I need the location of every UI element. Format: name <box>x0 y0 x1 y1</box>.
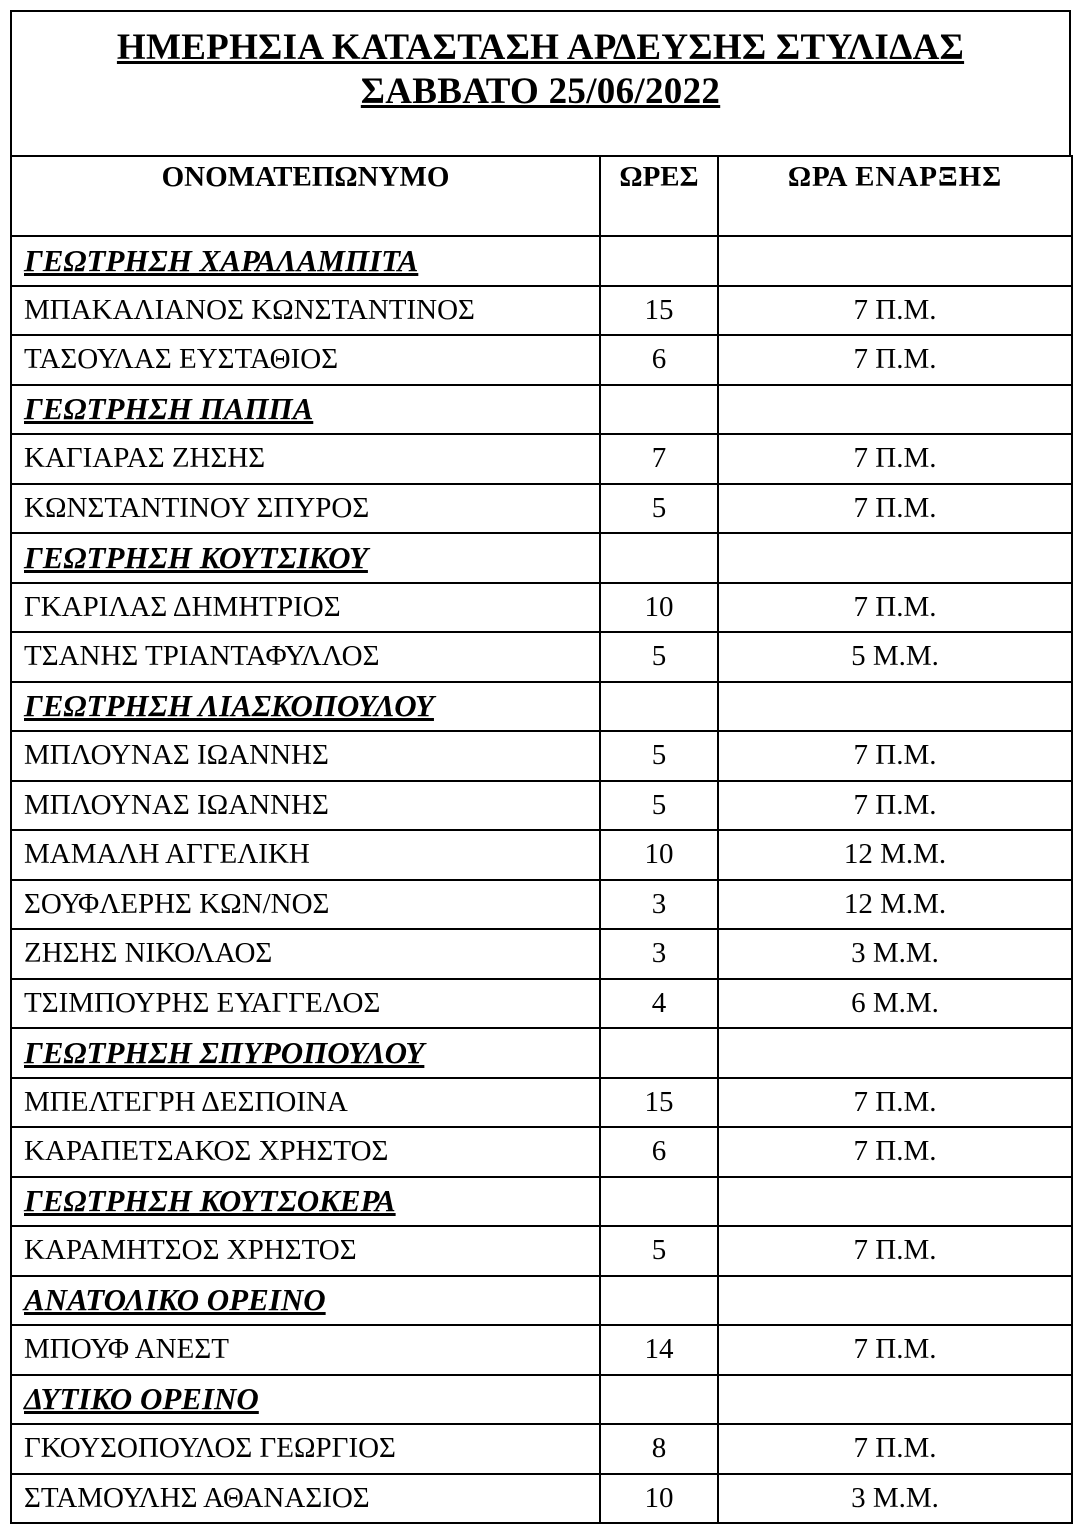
start-time-value: 5 Μ.Μ. <box>718 632 1072 682</box>
empty-cell <box>718 1276 1072 1326</box>
group-name: ΓΕΩΤΡΗΣΗ ΚΟΥΤΣΟΚΕΡΑ <box>11 1177 600 1227</box>
person-name: ΖΗΣΗΣ ΝΙΚΟΛΑΟΣ <box>11 929 600 979</box>
empty-cell <box>718 1028 1072 1078</box>
group-name: ΓΕΩΤΡΗΣΗ ΠΑΠΠΑ <box>11 385 600 435</box>
empty-cell <box>718 533 1072 583</box>
group-header-row <box>11 1276 1072 1326</box>
table-row <box>11 1078 1072 1128</box>
group-name: ΓΕΩΤΡΗΣΗ ΚΟΥΤΣΙΚΟΥ <box>11 533 600 583</box>
empty-cell <box>600 385 718 435</box>
start-time-value: 7 Π.Μ. <box>718 583 1072 633</box>
person-name: ΜΠΕΛΤΕΓΡΗ ΔΕΣΠΟΙΝΑ <box>11 1078 600 1128</box>
hours-value: 6 <box>600 1127 718 1177</box>
group-header-row <box>11 1177 1072 1227</box>
hours-value: 5 <box>600 1226 718 1276</box>
start-time-value: 7 Π.Μ. <box>718 286 1072 336</box>
start-time-value: 7 Π.Μ. <box>718 434 1072 484</box>
empty-cell <box>600 682 718 732</box>
hours-value: 3 <box>600 929 718 979</box>
table-row <box>11 979 1072 1029</box>
group-name: ΓΕΩΤΡΗΣΗ ΧΑΡΑΛΑΜΠΙΤΑ <box>11 236 600 286</box>
group-name: ΔΥΤΙΚΟ ΟΡΕΙΝΟ <box>11 1375 600 1425</box>
group-header-row <box>11 682 1072 732</box>
empty-cell <box>600 1028 718 1078</box>
person-name: ΤΣΙΜΠΟΥΡΗΣ ΕΥΑΓΓΕΛΟΣ <box>11 979 600 1029</box>
group-header-row <box>11 1375 1072 1425</box>
table-row <box>11 1226 1072 1276</box>
person-name: ΜΠΑΚΑΛΙΑΝΟΣ ΚΩΝΣΤΑΝΤΙΝΟΣ <box>11 286 600 336</box>
table-row <box>11 880 1072 930</box>
empty-cell <box>718 682 1072 732</box>
hours-value: 4 <box>600 979 718 1029</box>
person-name: ΣΟΥΦΛΕΡΗΣ ΚΩΝ/ΝΟΣ <box>11 880 600 930</box>
person-name: ΜΠΟΥΦ ΑΝΕΣΤ <box>11 1325 600 1375</box>
hours-value: 5 <box>600 484 718 534</box>
person-name: ΚΑΡΑΠΕΤΣΑΚΟΣ ΧΡΗΣΤΟΣ <box>11 1127 600 1177</box>
start-time-value: 7 Π.Μ. <box>718 1078 1072 1128</box>
hours-value: 10 <box>600 1474 718 1524</box>
empty-cell <box>600 1375 718 1425</box>
hours-value: 8 <box>600 1424 718 1474</box>
group-header-row <box>11 1028 1072 1078</box>
group-header-row <box>11 236 1072 286</box>
group-name: ΓΕΩΤΡΗΣΗ ΣΠΥΡΟΠΟΥΛΟΥ <box>11 1028 600 1078</box>
hours-value: 3 <box>600 880 718 930</box>
table-row <box>11 1474 1072 1524</box>
report-title: ΗΜΕΡΗΣΙΑ ΚΑΤΑΣΤΑΣΗ ΑΡΔΕΥΣΗΣ ΣΤΥΛΙΔΑΣ <box>116 27 965 68</box>
group-header-row <box>11 533 1072 583</box>
table-row <box>11 1424 1072 1474</box>
person-name: ΤΑΣΟΥΛΑΣ ΕΥΣΤΑΘΙΟΣ <box>11 335 600 385</box>
column-header-hours: ΩΡΕΣ <box>600 156 718 236</box>
start-time-value: 7 Π.Μ. <box>718 781 1072 831</box>
person-name: ΓΚΟΥΣΟΠΟΥΛΟΣ ΓΕΩΡΓΙΟΣ <box>11 1424 600 1474</box>
report-date: ΣΑΒΒΑΤΟ 25/06/2022 <box>360 71 721 112</box>
table-row <box>11 484 1072 534</box>
start-time-value: 3 Μ.Μ. <box>718 1474 1072 1524</box>
table-row <box>11 731 1072 781</box>
empty-cell <box>600 1177 718 1227</box>
person-name: ΜΑΜΑΛΗ ΑΓΓΕΛΙΚΗ <box>11 830 600 880</box>
hours-value: 10 <box>600 583 718 633</box>
title-block <box>10 10 1071 155</box>
table-row <box>11 1325 1072 1375</box>
table-row <box>11 583 1072 633</box>
hours-value: 5 <box>600 731 718 781</box>
hours-value: 15 <box>600 1078 718 1128</box>
table-row <box>11 781 1072 831</box>
empty-cell <box>600 533 718 583</box>
group-header-row <box>11 385 1072 435</box>
hours-value: 7 <box>600 434 718 484</box>
start-time-value: 12 Μ.Μ. <box>718 880 1072 930</box>
start-time-value: 3 Μ.Μ. <box>718 929 1072 979</box>
irrigation-table <box>10 155 1073 1524</box>
group-name: ΑΝΑΤΟΛΙΚΟ ΟΡΕΙΝΟ <box>11 1276 600 1326</box>
hours-value: 10 <box>600 830 718 880</box>
column-header-start-time: ΩΡΑ ΕΝΑΡΞΗΣ <box>718 156 1072 236</box>
person-name: ΚΩΝΣΤΑΝΤΙΝΟΥ ΣΠΥΡΟΣ <box>11 484 600 534</box>
table-header-row <box>11 156 1072 236</box>
person-name: ΜΠΛΟΥΝΑΣ ΙΩΑΝΝΗΣ <box>11 781 600 831</box>
hours-value: 5 <box>600 632 718 682</box>
person-name: ΣΤΑΜΟΥΛΗΣ ΑΘΑΝΑΣΙΟΣ <box>11 1474 600 1524</box>
group-name: ΓΕΩΤΡΗΣΗ ΛΙΑΣΚΟΠΟΥΛΟΥ <box>11 682 600 732</box>
start-time-value: 7 Π.Μ. <box>718 1424 1072 1474</box>
start-time-value: 7 Π.Μ. <box>718 335 1072 385</box>
empty-cell <box>600 236 718 286</box>
person-name: ΚΑΓΙΑΡΑΣ ΖΗΣΗΣ <box>11 434 600 484</box>
person-name: ΚΑΡΑΜΗΤΣΟΣ ΧΡΗΣΤΟΣ <box>11 1226 600 1276</box>
table-row <box>11 929 1072 979</box>
person-name: ΤΣΑΝΗΣ ΤΡΙΑΝΤΑΦΥΛΛΟΣ <box>11 632 600 682</box>
empty-cell <box>600 1276 718 1326</box>
start-time-value: 7 Π.Μ. <box>718 731 1072 781</box>
table-row <box>11 286 1072 336</box>
table-row <box>11 1127 1072 1177</box>
hours-value: 14 <box>600 1325 718 1375</box>
table-row <box>11 632 1072 682</box>
hours-value: 15 <box>600 286 718 336</box>
start-time-value: 7 Π.Μ. <box>718 1127 1072 1177</box>
column-header-name: ΟΝΟΜΑΤΕΠΩΝΥΜΟ <box>11 156 600 236</box>
empty-cell <box>718 1177 1072 1227</box>
start-time-value: 7 Π.Μ. <box>718 484 1072 534</box>
start-time-value: 7 Π.Μ. <box>718 1325 1072 1375</box>
empty-cell <box>718 385 1072 435</box>
start-time-value: 6 Μ.Μ. <box>718 979 1072 1029</box>
start-time-value: 7 Π.Μ. <box>718 1226 1072 1276</box>
table-row <box>11 434 1072 484</box>
person-name: ΜΠΛΟΥΝΑΣ ΙΩΑΝΝΗΣ <box>11 731 600 781</box>
start-time-value: 12 Μ.Μ. <box>718 830 1072 880</box>
table-row <box>11 335 1072 385</box>
irrigation-report <box>10 10 1071 1524</box>
hours-value: 6 <box>600 335 718 385</box>
empty-cell <box>718 1375 1072 1425</box>
empty-cell <box>718 236 1072 286</box>
table-row <box>11 830 1072 880</box>
hours-value: 5 <box>600 781 718 831</box>
person-name: ΓΚΑΡΙΛΑΣ ΔΗΜΗΤΡΙΟΣ <box>11 583 600 633</box>
